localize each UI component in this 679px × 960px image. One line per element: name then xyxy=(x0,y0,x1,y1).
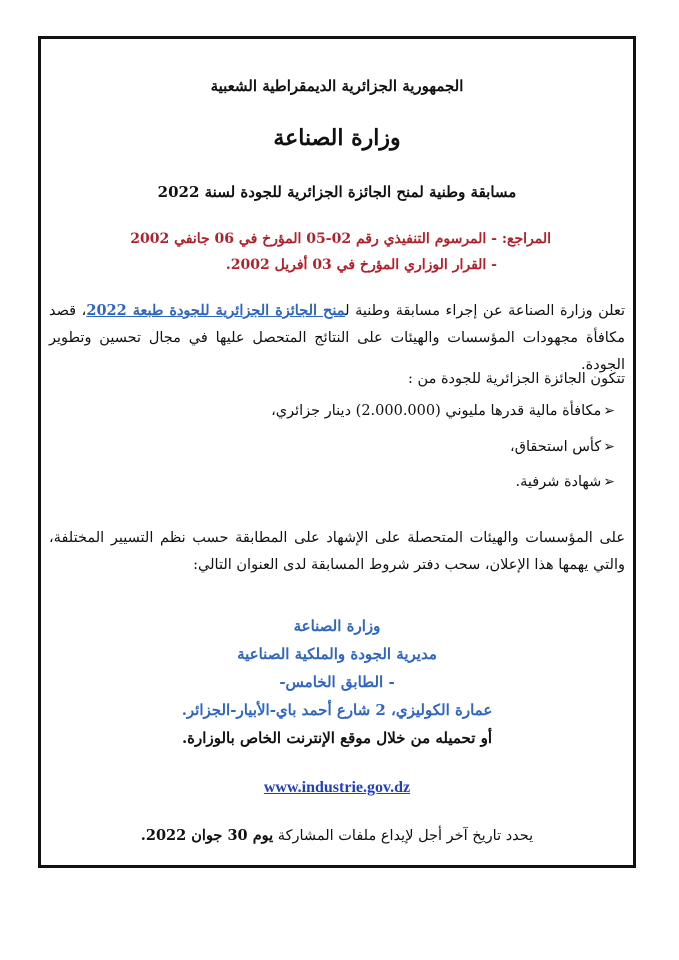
address-floor: - الطابق الخامس- xyxy=(279,673,395,691)
announcement-highlight: منح الجائزة الجزائرية للجودة طبعة 2022 xyxy=(86,302,346,319)
deadline-line xyxy=(41,827,633,844)
deadline-date: يوم 30 جوان 2022. xyxy=(140,827,274,844)
prize-item: ➢مكافأة مالية قدرها مليوني (2.000.000) دينار جزائري، xyxy=(271,403,615,419)
prize-item: ➢كأس استحقاق، xyxy=(510,439,615,455)
ministry-title: وزارة الصناعة xyxy=(273,125,401,151)
deadline-prefix: يحدد تاريخ آخر أجل لإيداع ملفات المشاركة xyxy=(273,828,534,844)
announcement-intro: تعلن وزارة الصناعة عن إجراء مسابقة وطنية ل xyxy=(345,303,625,319)
announcement-paragraph xyxy=(49,297,625,379)
reference-decree: المراجع: - المرسوم التنفيذي رقم 02-05 المؤرخ في 06 جانفي 2002 xyxy=(130,231,551,247)
download-note: أو تحميله من خلال موقع الإنترنت الخاص بالوزارة. xyxy=(181,729,493,747)
announcement-outro: ، قصد مكافأة مجهودات المؤسسات والهيئات على النتائج المتحصل عليها في مجال تحسين وتطوير الجودة. xyxy=(49,303,625,373)
conditions-paragraph: على المؤسسات والهيئات المتحصلة على الإشهاد على المطابقة حسب نظم التسيير المختلفة، والتي يهمها هذا الإعلان، سحب دفتر شروط المسابقة لدى العنوان التالي: xyxy=(49,530,625,573)
arrow-bullet-icon: ➢ xyxy=(603,439,615,455)
prize-heading: تتكون الجائزة الجزائرية للجودة من : xyxy=(408,371,625,387)
address-directorate: مديرية الجودة والملكية الصناعية xyxy=(237,645,437,663)
republic-header: الجمهورية الجزائرية الديمقراطية الشعبية xyxy=(210,77,464,95)
arrow-bullet-icon: ➢ xyxy=(603,403,615,419)
prize-item: ➢شهادة شرفية. xyxy=(515,474,615,490)
reference-order: - القرار الوزاري المؤرخ في 03 أفريل 2002. xyxy=(225,257,497,273)
website-link[interactable]: www.industrie.gov.dz xyxy=(263,779,411,796)
address-street: عمارة الكوليزي، 2 شارع أحمد باي-الأبيار-الجزائر. xyxy=(181,701,493,719)
address-ministry: وزارة الصناعة xyxy=(293,617,381,635)
document-border xyxy=(38,36,636,868)
contest-title: مسابقة وطنية لمنح الجائزة الجزائرية للجودة لسنة 2022 xyxy=(157,183,517,201)
arrow-bullet-icon: ➢ xyxy=(603,474,615,490)
